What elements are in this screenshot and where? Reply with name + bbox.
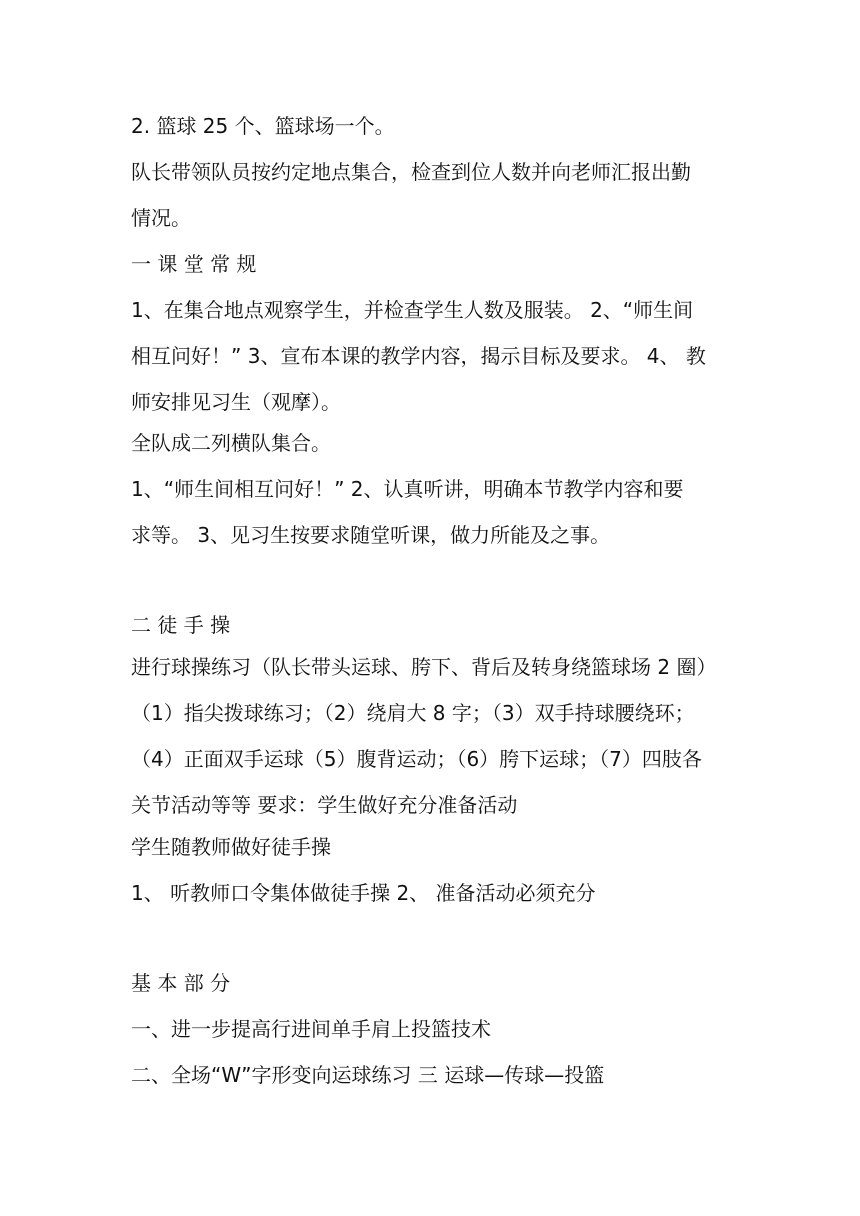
basic-line-2: 二、全场“W”字形变向运球练习 三 运球—传球—投篮 xyxy=(131,1063,605,1087)
section-heading-routine: 一 课 堂 常 规 xyxy=(131,252,257,276)
routine-line-1: 1、在集合地点观察学生，并检查学生人数及服装。 2、“师生间 xyxy=(131,298,694,322)
student-routine-line-2: 求等。 3、见习生按要求随堂听课，做力所能及之事。 xyxy=(131,523,611,547)
exercise-line-2: （1）指尖拨球练习；（2）绕肩大 8 字；（3）双手持球腰绕环； xyxy=(131,701,695,725)
formation-line: 全队成二列横队集合。 xyxy=(131,431,331,455)
exercise-line-1: 进行球操练习（队长带头运球、胯下、背后及转身绕篮球场 2 圈） xyxy=(131,655,717,679)
exercise-line-4: 关节活动等等 要求：学生做好充分准备活动 xyxy=(131,793,518,817)
assembly-line-2: 情况。 xyxy=(131,206,191,230)
assembly-line-1: 队长带领队员按约定地点集合，检查到位人数并向老师汇报出勤 xyxy=(131,160,691,184)
student-exercise-line-1: 学生随教师做好徒手操 xyxy=(131,835,331,859)
section-heading-basic: 基 本 部 分 xyxy=(131,971,231,995)
basic-line-1: 一、进一步提高行进间单手肩上投篮技术 xyxy=(131,1017,491,1041)
exercise-line-3: （4）正面双手运球（5）腹背运动；（6）胯下运球；（7）四肢各 xyxy=(131,747,702,771)
student-exercise-line-2: 1、 听教师口令集体做徒手操 2、 准备活动必须充分 xyxy=(131,881,596,905)
student-routine-line-1: 1、“师生间相互问好！” 2、认真听讲，明确本节教学内容和要 xyxy=(131,477,684,501)
equipment-line: 2. 篮球 25 个、篮球场一个。 xyxy=(131,114,395,138)
routine-line-3: 师安排见习生（观摩）。 xyxy=(131,390,341,414)
routine-line-2: 相互问好！” 3、宣布本课的教学内容，揭示目标及要求。 4、 教 xyxy=(131,344,706,368)
section-heading-exercise: 二 徒 手 操 xyxy=(131,613,231,637)
